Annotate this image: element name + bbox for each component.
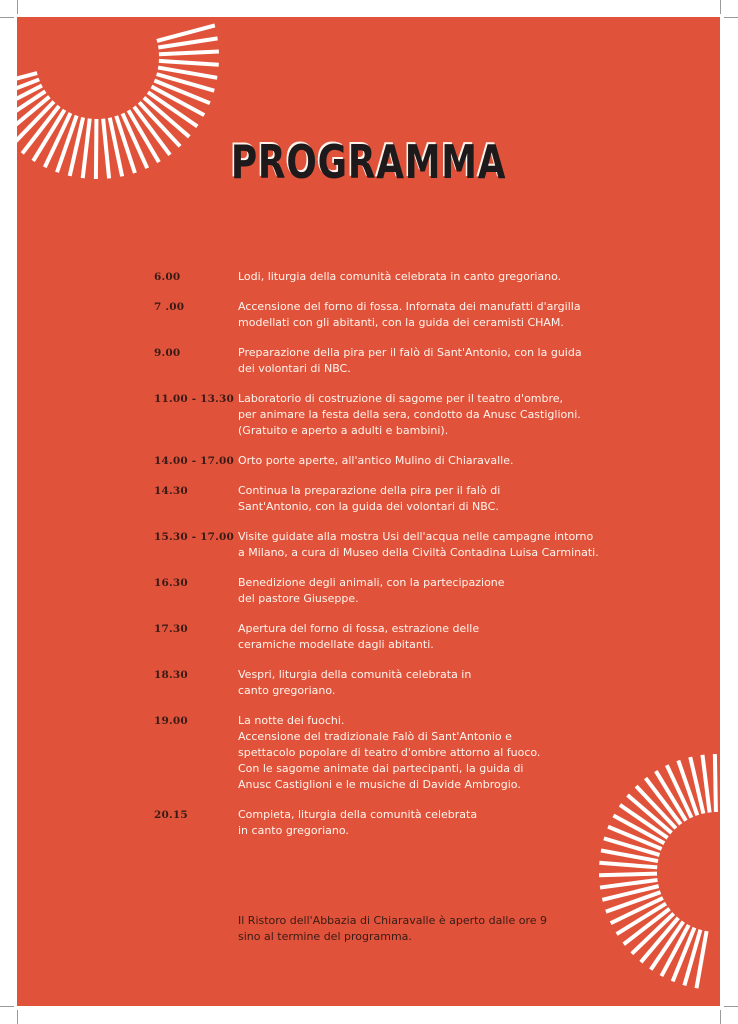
sunburst-ray xyxy=(157,74,215,91)
schedule-time: 11.00 - 13.30 xyxy=(154,393,235,405)
schedule-time: 7 .00 xyxy=(154,301,185,313)
schedule-time: 16.30 xyxy=(154,577,188,589)
description-line: Vespri, liturgia della comunità celebrata in xyxy=(238,668,472,681)
sunburst-ray xyxy=(599,863,657,868)
sunburst-ray xyxy=(158,38,217,47)
sunburst-ray xyxy=(632,914,674,954)
description-line: Sant'Antonio, con la guida dei volontari di NBC. xyxy=(238,500,499,513)
description-line: in canto gregoriano. xyxy=(238,824,349,837)
sunburst-ray xyxy=(154,80,210,103)
sunburst-ray xyxy=(661,925,688,976)
sunburst-ray xyxy=(158,68,217,78)
crop-mark xyxy=(720,1010,721,1024)
description-line: Continua la preparazione della pira per il falò di xyxy=(238,484,501,497)
schedule-time: 19.00 xyxy=(154,715,188,727)
sunburst-ray xyxy=(600,880,657,888)
description-line: Visite guidate alla mostra Usi dell'acqua nelle campagne intorno xyxy=(238,530,594,543)
schedule-time: 18.30 xyxy=(154,669,188,681)
description-line: Con le sagome animate dai partecipanti, la guida di xyxy=(238,762,524,775)
schedule-description xyxy=(238,269,561,285)
schedule-description xyxy=(238,621,479,653)
schedule-item xyxy=(154,391,714,439)
schedule-item xyxy=(154,345,714,377)
sunburst-ray xyxy=(159,51,219,54)
schedule-item xyxy=(154,453,714,469)
sunburst-ray xyxy=(684,930,700,986)
sunburst-ray xyxy=(148,92,197,126)
schedule-description xyxy=(238,713,540,793)
description-line: canto gregoriano. xyxy=(238,684,336,697)
footer-note xyxy=(238,913,547,945)
sunburst-ray xyxy=(715,754,716,812)
crop-mark xyxy=(720,0,721,14)
schedule-item xyxy=(154,269,714,285)
schedule-description xyxy=(238,807,477,839)
sunburst-ray xyxy=(144,98,189,137)
description-line: Laboratorio di costruzione di sagome per il teatro d'ombre, xyxy=(238,392,564,405)
sunburst-ray xyxy=(673,928,695,982)
description-line: Lodi, liturgia della comunità celebrata in canto gregoriano. xyxy=(238,270,562,283)
sunburst-ray xyxy=(624,909,670,945)
schedule-description xyxy=(238,391,581,439)
footer-line: Il Ristoro dell'Abbazia di Chiaravalle è aperto dalle ore 9 xyxy=(238,914,548,927)
sunburst-ray xyxy=(17,91,45,124)
schedule-list xyxy=(154,269,714,853)
program-panel xyxy=(17,17,720,1006)
sunburst-ray xyxy=(602,886,658,900)
crop-mark xyxy=(17,1010,18,1024)
schedule-item xyxy=(154,621,714,653)
description-line: Accensione del tradizionale Falò di Sant'Antonio e xyxy=(238,730,512,743)
schedule-description xyxy=(238,345,582,377)
description-line: ceramiche modellate dagli abitanti. xyxy=(238,638,434,651)
schedule-description xyxy=(238,667,471,699)
crop-mark xyxy=(17,0,18,14)
description-line: Accensione del forno di fossa. Infornata dei manufatti d'argilla xyxy=(238,300,581,313)
sunburst-ray xyxy=(606,892,661,912)
schedule-item xyxy=(154,667,714,699)
schedule-description xyxy=(238,453,514,469)
description-line: del pastore Giuseppe. xyxy=(238,592,359,605)
description-line: Apertura del forno di fossa, estrazione delle xyxy=(238,622,480,635)
schedule-item xyxy=(154,483,714,515)
description-line: Compieta, liturgia della comunità celebrata xyxy=(238,808,478,821)
sunburst-ray xyxy=(17,86,42,114)
schedule-description xyxy=(238,299,581,331)
crop-mark xyxy=(0,1006,14,1007)
crop-mark xyxy=(0,17,14,18)
sunburst-ray xyxy=(17,79,39,101)
schedule-item xyxy=(154,713,714,793)
schedule-item xyxy=(154,807,714,839)
description-line: Orto porte aperte, all'antico Mulino di Chiaravalle. xyxy=(238,454,514,467)
schedule-time: 14.30 xyxy=(154,485,188,497)
description-line: La notte dei fuochi. xyxy=(238,714,345,727)
schedule-time: 9.00 xyxy=(154,347,181,359)
schedule-description xyxy=(238,483,500,515)
description-line: Benedizione degli animali, con la partecipazione xyxy=(238,576,505,589)
description-line: Preparazione della pira per il falò di Sant'Antonio, con la guida xyxy=(238,346,582,359)
description-line: Anusc Castiglioni e le musiche di Davide Ambrogio. xyxy=(238,778,521,791)
sunburst-ray xyxy=(159,61,219,65)
page-title: PROGRAMMA xyxy=(230,135,507,189)
schedule-time: 20.15 xyxy=(154,809,188,821)
schedule-item xyxy=(154,299,714,331)
sunburst-ray xyxy=(157,25,215,41)
sunburst-ray xyxy=(152,87,205,116)
sunburst-ray xyxy=(17,73,37,89)
schedule-item xyxy=(154,575,714,607)
footer-line: sino al termine del programma. xyxy=(238,930,412,943)
description-line: dei volontari di NBC. xyxy=(238,362,351,375)
schedule-description xyxy=(238,529,599,561)
schedule-time: 17.30 xyxy=(154,623,188,635)
schedule-description xyxy=(238,575,505,607)
schedule-item xyxy=(154,529,714,561)
sunburst-ray xyxy=(17,97,49,135)
sunburst-ray xyxy=(617,904,666,934)
description-line: per animare la festa della sera, condotto da Anusc Castiglioni. xyxy=(238,408,581,421)
title-container xyxy=(17,135,720,189)
description-line: spettacolo popolare di teatro d'ombre attorno al fuoco. xyxy=(238,746,541,759)
sunburst-ray xyxy=(641,918,678,962)
schedule-time: 14.00 - 17.00 xyxy=(154,455,235,467)
description-line: (Gratuito e aperto a adulti e bambini). xyxy=(238,424,449,437)
sunburst-ray xyxy=(599,874,657,876)
schedule-time: 6.00 xyxy=(154,271,181,283)
crop-mark xyxy=(724,17,738,18)
schedule-time: 15.30 - 17.00 xyxy=(154,531,235,543)
sunburst-ray xyxy=(611,898,663,923)
sunburst-ray xyxy=(697,931,707,988)
description-line: a Milano, a cura di Museo della Civiltà Contadina Luisa Carminati. xyxy=(238,546,599,559)
sunburst-ray xyxy=(651,922,684,970)
crop-mark xyxy=(724,1006,738,1007)
description-line: modellati con gli abitanti, con la guida dei ceramisti CHAM. xyxy=(238,316,564,329)
